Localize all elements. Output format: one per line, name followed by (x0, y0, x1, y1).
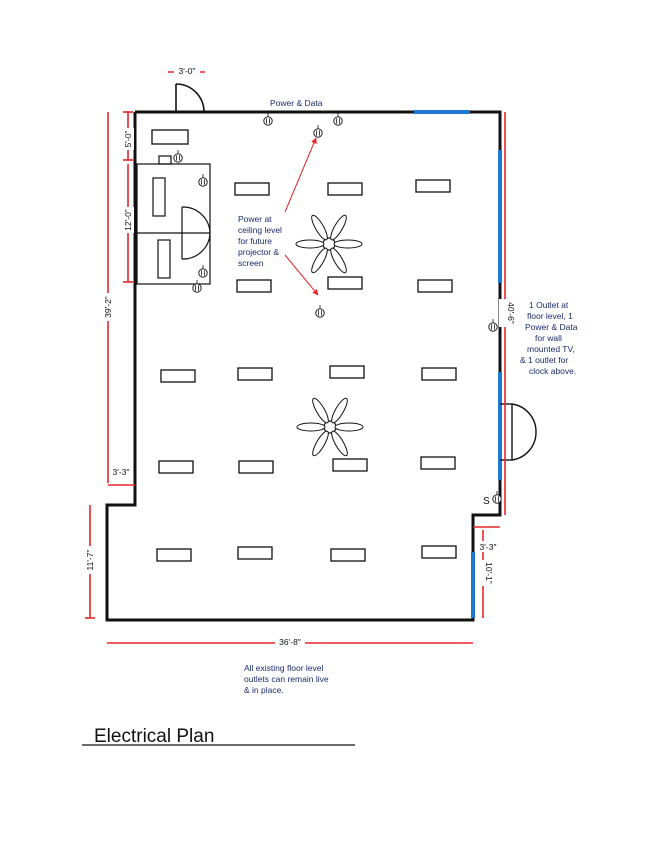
dim-left-lower: 11'-7" (85, 549, 95, 571)
tv-note-line: & 1 outlet for (520, 355, 569, 365)
ceiling-note-line: Power at (238, 214, 272, 224)
tv-note-line: mounted TV, (527, 344, 575, 354)
dim-left-top: 5'-0" (123, 130, 133, 148)
tv-note-line: Power & Data (525, 322, 578, 332)
light-fixtures (152, 130, 456, 561)
tv-note-line: floor level, 1 (527, 311, 573, 321)
floor-note-line: & in place. (244, 685, 284, 695)
ceiling-note-line: projector & (238, 247, 280, 257)
closet (137, 156, 210, 284)
dim-right-total: 40'-6" (506, 302, 516, 324)
dim-door-width: 3'-0" (178, 66, 196, 76)
floor-note-line: All existing floor level (244, 663, 324, 673)
ceiling-note-line: ceiling level (238, 225, 282, 235)
tv-note-line: clock above. (529, 366, 577, 376)
top-door (176, 84, 204, 112)
ceiling-fan-lower (297, 396, 363, 457)
tv-note (520, 300, 578, 376)
switch-label: S (483, 496, 490, 507)
dim-bottom-width: 36'-8" (279, 637, 301, 647)
power-data-label: Power & Data (270, 98, 323, 108)
floor-note (244, 663, 329, 695)
dim-left-closet: 12'-0" (123, 209, 133, 231)
plan-title: Electrical Plan (94, 726, 215, 747)
ceiling-note-line: for future (238, 236, 273, 246)
dimension-labels (84, 66, 516, 648)
dim-right-jog: 3'-3" (479, 542, 497, 552)
tv-note-line: for wall (535, 333, 562, 343)
ceiling-note-line: screen (238, 258, 264, 268)
ceiling-fan-upper (296, 213, 362, 274)
tv-note-line: 1 Outlet at (529, 300, 569, 310)
dim-left-jog: 3'-3" (112, 467, 130, 477)
dim-right-lower: 10'-1" (484, 562, 494, 584)
dim-left-total: 39'-2" (103, 296, 113, 318)
floor-note-line: outlets can remain live (244, 674, 329, 684)
ceiling-note (238, 214, 282, 268)
